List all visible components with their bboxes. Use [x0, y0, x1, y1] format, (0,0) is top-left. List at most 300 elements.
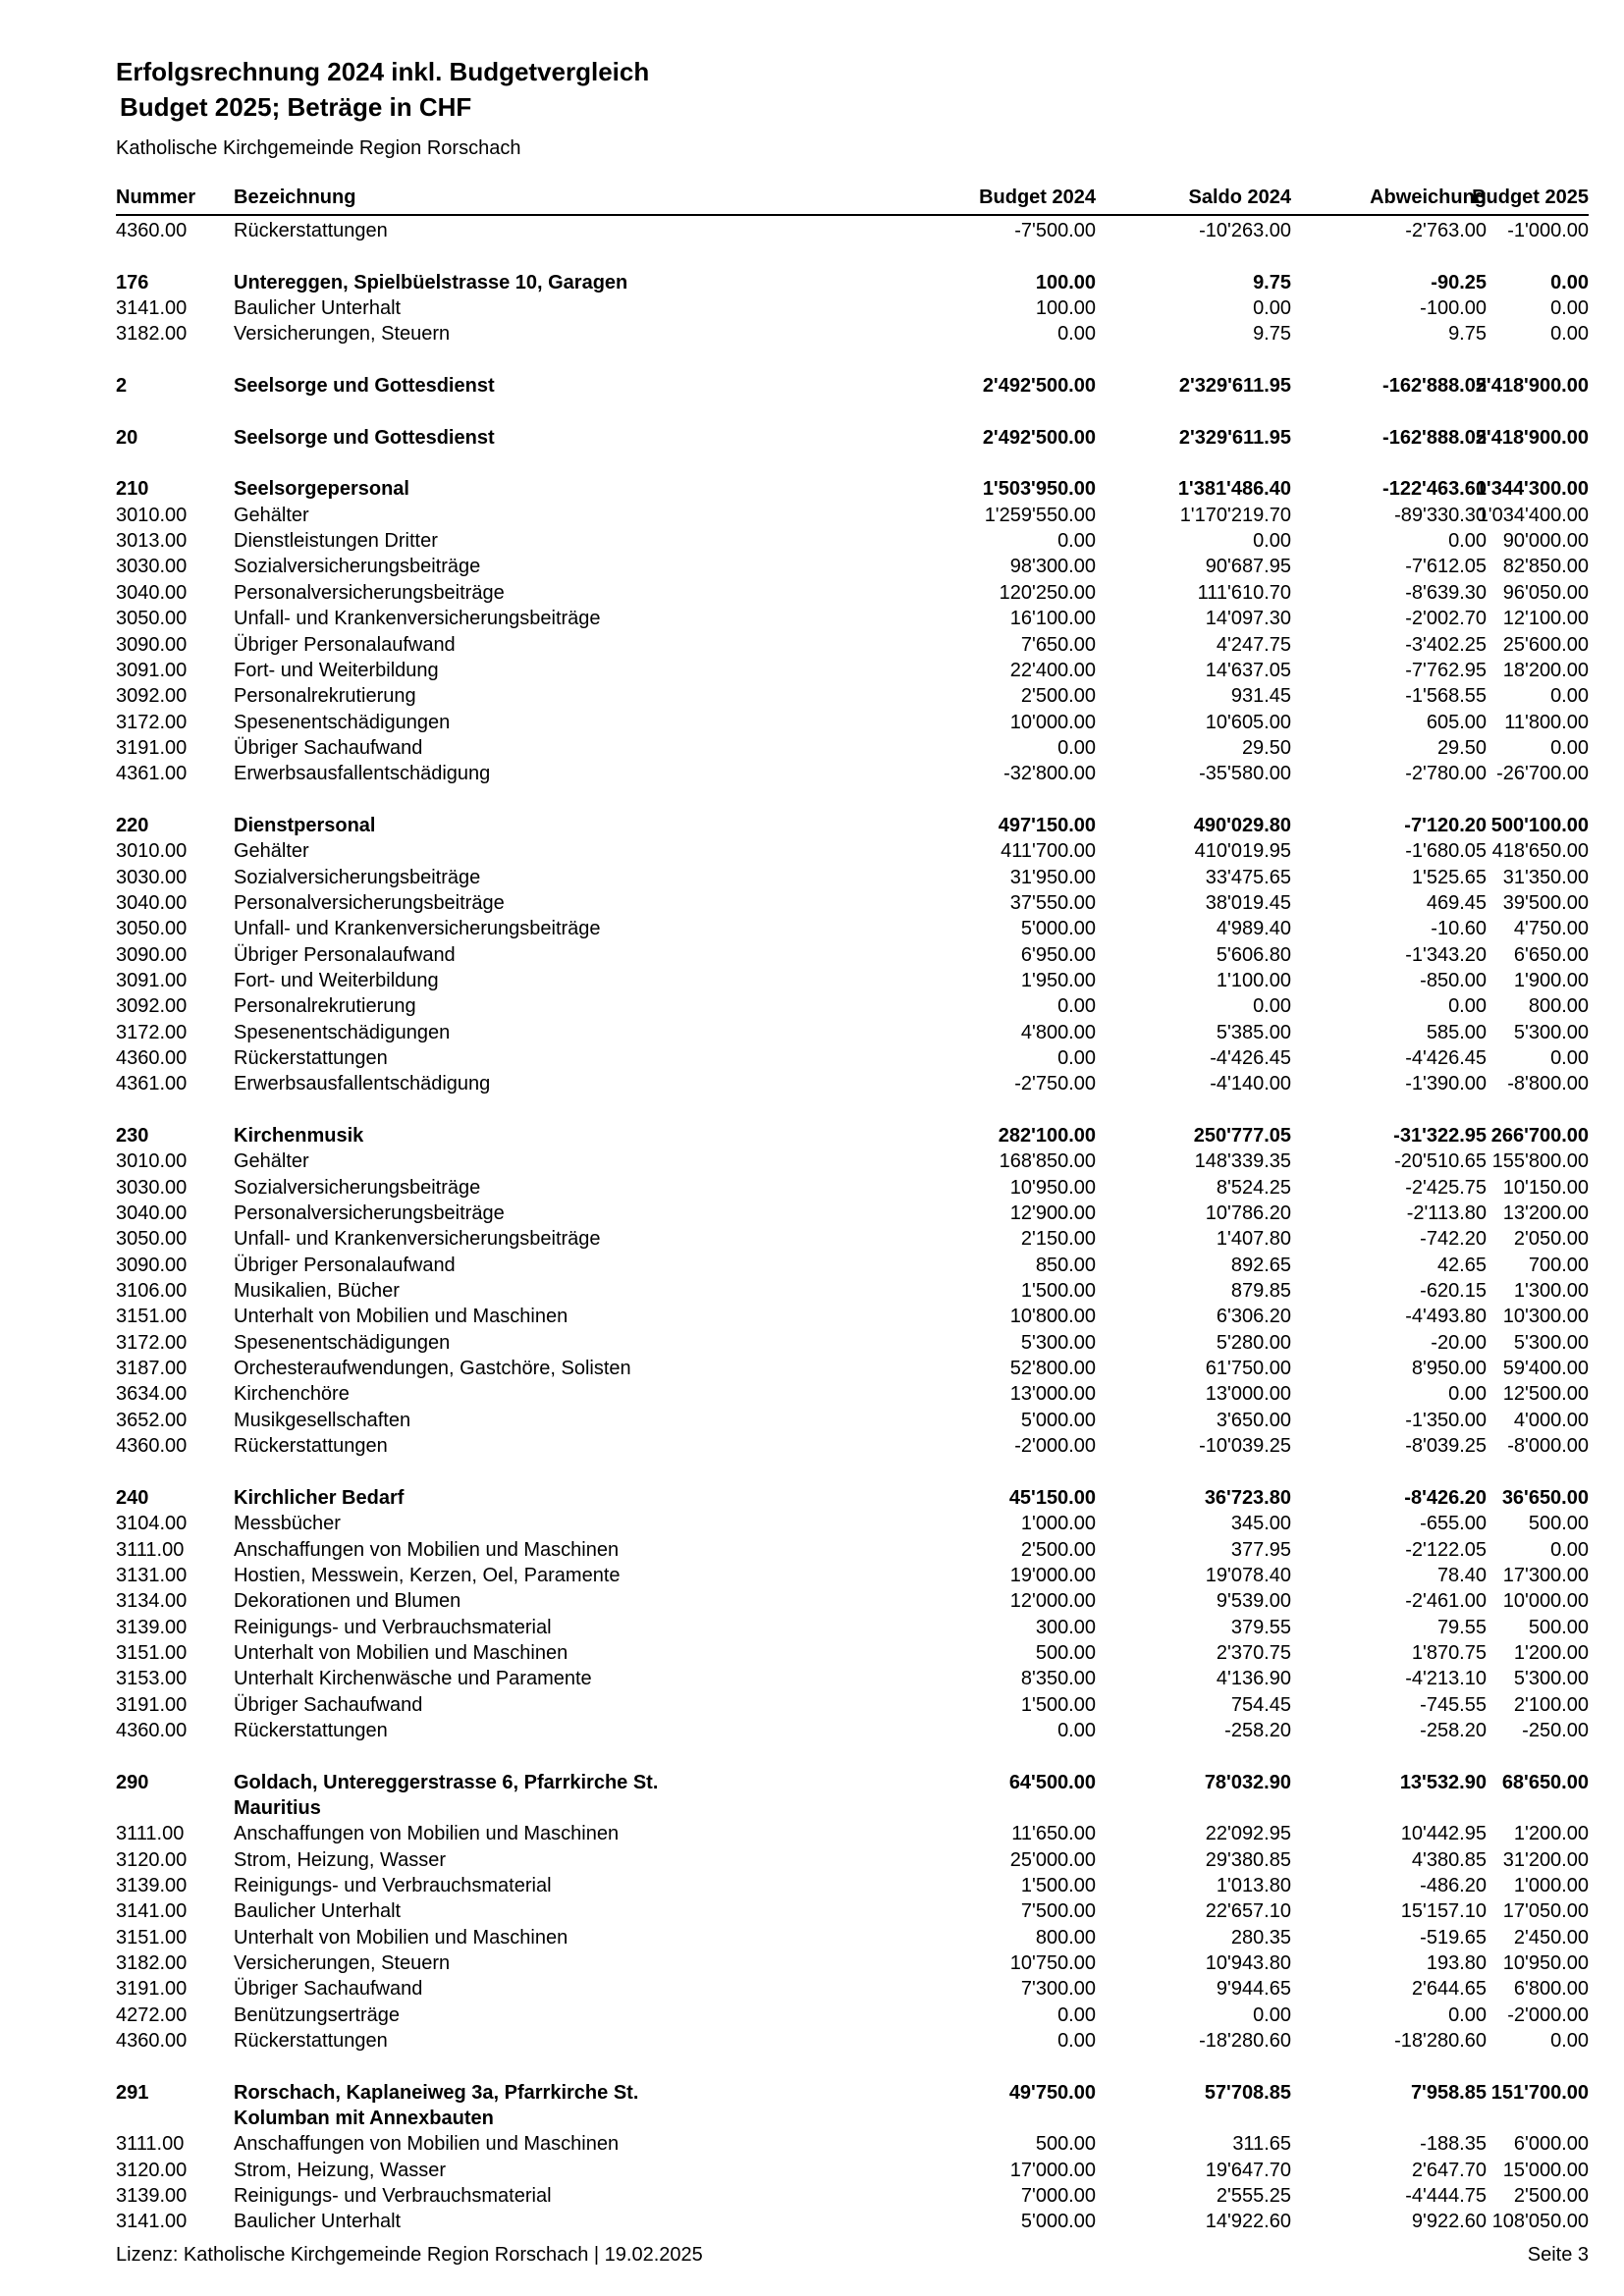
saldo-2024-value: 29'380.85 — [1205, 1848, 1291, 1871]
account-row — [116, 1253, 1589, 1278]
header-saldo-2024: Saldo 2024 — [1188, 187, 1291, 208]
budget-2025-value: 90'000.00 — [1502, 530, 1589, 553]
account-description: Reinigungs- und Verbrauchsmaterial — [234, 1875, 552, 1896]
budget-2024-value: 13'000.00 — [1009, 1383, 1096, 1406]
header-budget-2025: Budget 2025 — [1472, 187, 1589, 208]
account-number: 176 — [116, 271, 149, 294]
budget-2024-value: 1'950.00 — [1020, 969, 1096, 991]
account-row — [116, 1976, 1589, 2002]
budget-2024-value: 800.00 — [1035, 1926, 1096, 1949]
account-number: 4360.00 — [116, 1719, 188, 1741]
budget-2024-value: 0.00 — [1057, 323, 1096, 346]
account-row — [116, 1588, 1589, 1614]
spacer-row — [116, 399, 1589, 424]
account-row — [116, 838, 1589, 864]
account-description: Personalversicherungsbeiträge — [234, 581, 505, 604]
budget-2024-value: 11'650.00 — [1011, 1823, 1096, 1845]
saldo-2024-value: 1'013.80 — [1216, 1875, 1291, 1896]
abweichung-value: 78.40 — [1436, 1564, 1487, 1586]
account-row — [116, 1148, 1589, 1174]
account-description: Unterhalt von Mobilien und Maschinen — [234, 1641, 568, 1664]
saldo-2024-value: 4'136.90 — [1216, 1668, 1291, 1690]
spacer-row — [116, 2054, 1589, 2079]
account-row — [116, 1847, 1589, 1873]
budget-2024-value: 1'500.00 — [1020, 1875, 1096, 1896]
budget-2024-value: 49'750.00 — [1008, 2081, 1096, 2104]
account-description: Seelsorge und Gottesdienst — [234, 426, 495, 449]
budget-2025-value: 31'200.00 — [1502, 1848, 1589, 1871]
abweichung-value: 0.00 — [1448, 995, 1487, 1018]
budget-2024-value: 10'000.00 — [1009, 711, 1096, 733]
account-number: 4360.00 — [116, 1435, 188, 1458]
abweichung-value: -162'888.05 — [1382, 375, 1487, 398]
account-number: 2 — [116, 375, 128, 398]
abweichung-value: 9.75 — [1448, 323, 1487, 346]
account-number: 3120.00 — [116, 1848, 188, 1871]
budget-2025-value: 25'600.00 — [1502, 633, 1589, 656]
account-number: 3091.00 — [116, 659, 188, 681]
account-row — [116, 1821, 1589, 1846]
abweichung-value: -1'343.20 — [1405, 943, 1487, 966]
saldo-2024-value: 9.75 — [1253, 271, 1291, 294]
header-bezeichnung: Bezeichnung — [234, 187, 356, 208]
budget-2025-value: 68'650.00 — [1501, 1771, 1589, 1793]
budget-2025-value: 2'418'900.00 — [1475, 375, 1589, 398]
account-row — [116, 761, 1589, 786]
account-number: 20 — [116, 426, 138, 449]
abweichung-value: -620.15 — [1420, 1280, 1487, 1303]
account-row — [116, 735, 1589, 761]
abweichung-value: -1'680.05 — [1405, 840, 1487, 863]
budget-2024-value: 7'000.00 — [1020, 2185, 1096, 2208]
account-row — [116, 1615, 1589, 1640]
account-row — [116, 1201, 1589, 1226]
account-description: Benützungserträge — [234, 2003, 401, 2026]
saldo-2024-value: 148'339.35 — [1194, 1150, 1291, 1173]
account-number: 3013.00 — [116, 530, 188, 553]
abweichung-value: -4'426.45 — [1405, 1047, 1487, 1069]
account-number: 4360.00 — [116, 220, 188, 241]
saldo-2024-value: 2'555.25 — [1216, 2185, 1291, 2208]
account-number: 3182.00 — [116, 323, 188, 346]
budget-2024-value: 7'650.00 — [1020, 633, 1096, 656]
budget-2024-value: 0.00 — [1057, 736, 1096, 759]
account-description: Rückerstattungen — [234, 1047, 388, 1069]
budget-2024-value: 64'500.00 — [1008, 1771, 1096, 1793]
account-row — [116, 968, 1589, 993]
account-description: Dienstleistungen Dritter — [234, 530, 438, 553]
account-description: Messbücher — [234, 1513, 341, 1535]
account-description: Rorschach, Kaplaneiweg 3a, Pfarrkirche St. Kolumban mit Annexbauten — [234, 2081, 639, 2130]
account-description: Musikgesellschaften — [234, 1409, 411, 1431]
budget-2024-value: 2'492'500.00 — [982, 426, 1096, 449]
budget-2025-value: 4'000.00 — [1513, 1409, 1589, 1431]
budget-2024-value: 17'000.00 — [1009, 2159, 1096, 2181]
budget-2025-value: 0.00 — [1550, 1538, 1589, 1561]
abweichung-value: 42.65 — [1436, 1254, 1487, 1276]
account-description: Rückerstattungen — [234, 2030, 388, 2053]
saldo-2024-value: -10'263.00 — [1199, 220, 1291, 241]
account-number: 230 — [116, 1125, 149, 1148]
account-description: Orchesteraufwendungen, Gastchöre, Solisten — [234, 1358, 631, 1380]
budget-2024-value: 0.00 — [1057, 2030, 1096, 2053]
budget-2025-value: 1'900.00 — [1513, 969, 1589, 991]
saldo-2024-value: 14'637.05 — [1205, 659, 1291, 681]
abweichung-value: -18'280.60 — [1394, 2030, 1487, 2053]
abweichung-value: 29.50 — [1436, 736, 1487, 759]
saldo-2024-value: 1'100.00 — [1216, 969, 1291, 991]
budget-2025-value: 0.00 — [1550, 2030, 1589, 2053]
budget-2025-value: 2'100.00 — [1513, 1693, 1589, 1716]
account-number: 3092.00 — [116, 995, 188, 1018]
abweichung-value: 1'525.65 — [1411, 866, 1487, 888]
saldo-2024-value: 379.55 — [1230, 1616, 1291, 1638]
budget-2025-value: 0.00 — [1550, 271, 1589, 294]
group-row — [116, 2080, 1589, 2132]
saldo-2024-value: -4'426.45 — [1210, 1047, 1291, 1069]
account-description: Goldach, Untereggerstrasse 6, Pfarrkirche St. Mauritius — [234, 1771, 659, 1819]
budget-2025-value: 31'350.00 — [1502, 866, 1589, 888]
abweichung-value: -742.20 — [1420, 1228, 1487, 1251]
header-budget-2024: Budget 2024 — [979, 187, 1096, 208]
account-description: Dekorationen und Blumen — [234, 1590, 461, 1613]
account-number: 3134.00 — [116, 1590, 188, 1613]
saldo-2024-value: 2'370.75 — [1216, 1641, 1291, 1664]
account-description: Unfall- und Krankenversicherungsbeiträge — [234, 1228, 601, 1251]
budget-2024-value: 5'000.00 — [1020, 2211, 1096, 2233]
abweichung-value: -2'113.80 — [1406, 1202, 1487, 1225]
budget-2025-value: 5'300.00 — [1513, 1331, 1589, 1354]
budget-2024-value: -2'000.00 — [1014, 1435, 1096, 1458]
account-row — [116, 1950, 1589, 1976]
abweichung-value: -2'002.70 — [1405, 608, 1487, 630]
account-number: 220 — [116, 814, 149, 836]
abweichung-value: 0.00 — [1448, 530, 1487, 553]
budget-2025-value: 0.00 — [1550, 297, 1589, 320]
table-body — [116, 218, 1589, 2235]
abweichung-value: -655.00 — [1420, 1513, 1487, 1535]
account-number: 3030.00 — [116, 556, 188, 578]
header-abweichung: Abweichung — [1370, 187, 1487, 208]
abweichung-value: -519.65 — [1420, 1926, 1487, 1949]
account-description: Übriger Personalaufwand — [234, 1254, 456, 1276]
abweichung-value: -162'888.05 — [1382, 426, 1487, 449]
account-number: 3030.00 — [116, 1176, 188, 1199]
spacer-row — [116, 1743, 1589, 1769]
account-number: 3191.00 — [116, 736, 188, 759]
abweichung-value: -4'493.80 — [1405, 1306, 1487, 1328]
account-description: Erwerbsausfallentschädigung — [234, 763, 491, 785]
account-row — [116, 1925, 1589, 1950]
abweichung-value: -258.20 — [1420, 1719, 1487, 1741]
account-number: 3090.00 — [116, 1254, 188, 1276]
account-row — [116, 1640, 1589, 1666]
account-row — [116, 528, 1589, 554]
budget-2025-value: 11'800.00 — [1504, 711, 1589, 733]
budget-2024-value: -7'500.00 — [1014, 220, 1096, 241]
saldo-2024-value: 14'922.60 — [1205, 2211, 1291, 2233]
account-description: Baulicher Unterhalt — [234, 1900, 402, 1923]
account-number: 3634.00 — [116, 1383, 188, 1406]
account-description: Reinigungs- und Verbrauchsmaterial — [234, 2185, 552, 2208]
abweichung-value: -89'330.30 — [1394, 504, 1487, 526]
account-number: 3139.00 — [116, 2185, 188, 2208]
account-number: 3030.00 — [116, 866, 188, 888]
abweichung-value: -20.00 — [1431, 1331, 1487, 1354]
account-row — [116, 942, 1589, 968]
account-description: Baulicher Unterhalt — [234, 297, 402, 320]
account-number: 3141.00 — [116, 297, 188, 320]
budget-2024-value: 120'250.00 — [999, 581, 1096, 604]
account-number: 291 — [116, 2081, 149, 2104]
budget-2024-value: 0.00 — [1057, 1719, 1096, 1741]
budget-2025-value: 39'500.00 — [1502, 891, 1589, 914]
budget-2024-value: 500.00 — [1035, 1641, 1096, 1664]
saldo-2024-value: 19'647.70 — [1205, 2159, 1291, 2181]
saldo-2024-value: 10'786.20 — [1205, 1202, 1291, 1225]
abweichung-value: -188.35 — [1420, 2133, 1487, 2156]
abweichung-value: 7'958.85 — [1410, 2081, 1487, 2104]
saldo-2024-value: 5'385.00 — [1216, 1021, 1291, 1043]
budget-2025-value: 0.00 — [1550, 736, 1589, 759]
account-description: Kirchenmusik — [234, 1125, 364, 1148]
budget-2024-value: 12'000.00 — [1009, 1590, 1096, 1613]
account-description: Sozialversicherungsbeiträge — [234, 866, 481, 888]
abweichung-value: -10.60 — [1431, 918, 1487, 940]
saldo-2024-value: 57'708.85 — [1204, 2081, 1291, 2104]
budget-2025-value: -250.00 — [1522, 1719, 1589, 1741]
account-row — [116, 295, 1589, 321]
budget-2025-value: 0.00 — [1550, 1047, 1589, 1069]
account-description: Personalrekrutierung — [234, 685, 416, 708]
account-number: 3139.00 — [116, 1875, 188, 1896]
account-description: Kirchlicher Bedarf — [234, 1486, 405, 1509]
saldo-2024-value: 19'078.40 — [1205, 1564, 1291, 1586]
abweichung-value: -8'039.25 — [1405, 1435, 1487, 1458]
saldo-2024-value: 8'524.25 — [1216, 1176, 1291, 1199]
group-row — [116, 1485, 1589, 1511]
account-number: 3040.00 — [116, 1202, 188, 1225]
saldo-2024-value: 33'475.65 — [1205, 866, 1291, 888]
budget-2025-value: -8'800.00 — [1507, 1073, 1589, 1095]
saldo-2024-value: 5'280.00 — [1216, 1331, 1291, 1354]
abweichung-value: 13'532.90 — [1399, 1771, 1487, 1793]
account-description: Seelsorgepersonal — [234, 478, 409, 501]
account-row — [116, 1381, 1589, 1407]
budget-2024-value: 2'500.00 — [1020, 685, 1096, 708]
abweichung-value: 4'380.85 — [1411, 1848, 1487, 1871]
abweichung-value: -7'120.20 — [1404, 814, 1487, 836]
abweichung-value: -2'425.75 — [1405, 1176, 1487, 1199]
account-description: Unterhalt von Mobilien und Maschinen — [234, 1926, 568, 1949]
account-number: 3191.00 — [116, 1693, 188, 1716]
budget-2024-value: -32'800.00 — [1003, 763, 1096, 785]
saldo-2024-value: 345.00 — [1230, 1513, 1291, 1535]
header-nummer: Nummer — [116, 187, 196, 208]
account-row — [116, 218, 1589, 243]
saldo-2024-value: 22'657.10 — [1205, 1900, 1291, 1923]
account-row — [116, 2028, 1589, 2054]
account-row — [116, 2131, 1589, 2157]
account-row — [116, 1045, 1589, 1071]
account-row — [116, 1692, 1589, 1718]
budget-2025-value: 1'000.00 — [1513, 1875, 1589, 1896]
abweichung-value: -2'780.00 — [1405, 763, 1487, 785]
budget-2025-value: 500.00 — [1528, 1513, 1589, 1535]
budget-2025-value: -26'700.00 — [1496, 763, 1589, 785]
abweichung-value: -122'463.60 — [1382, 478, 1487, 501]
account-description: Fort- und Weiterbildung — [234, 659, 439, 681]
account-number: 3172.00 — [116, 1021, 188, 1043]
saldo-2024-value: 22'092.95 — [1205, 1823, 1291, 1845]
account-description: Übriger Sachaufwand — [234, 736, 423, 759]
budget-2024-value: 100.00 — [1035, 297, 1096, 320]
budget-2024-value: 411'700.00 — [1001, 840, 1096, 863]
budget-2024-value: 100.00 — [1035, 271, 1096, 294]
account-description: Unterhalt von Mobilien und Maschinen — [234, 1306, 568, 1328]
account-description: Versicherungen, Steuern — [234, 1952, 451, 1975]
account-number: 3191.00 — [116, 1978, 188, 2001]
budget-2025-value: 10'000.00 — [1502, 1590, 1589, 1613]
account-description: Anschaffungen von Mobilien und Maschinen — [234, 2133, 620, 2156]
abweichung-value: 585.00 — [1426, 1021, 1487, 1043]
budget-2024-value: 19'000.00 — [1009, 1564, 1096, 1586]
account-description: Sozialversicherungsbeiträge — [234, 556, 481, 578]
abweichung-value: 193.80 — [1426, 1952, 1487, 1975]
account-description: Übriger Sachaufwand — [234, 1693, 423, 1716]
budget-2025-value: 12'500.00 — [1502, 1383, 1589, 1406]
account-row — [116, 683, 1589, 709]
account-row — [116, 1278, 1589, 1304]
saldo-2024-value: 280.35 — [1230, 1926, 1291, 1949]
account-number: 4360.00 — [116, 1047, 188, 1069]
account-description: Gehälter — [234, 840, 309, 863]
abweichung-value: -2'122.05 — [1405, 1538, 1487, 1561]
abweichung-value: -4'213.10 — [1405, 1668, 1487, 1690]
budget-2024-value: 25'000.00 — [1009, 1848, 1096, 1871]
saldo-2024-value: 9.75 — [1253, 323, 1291, 346]
budget-2024-value: 0.00 — [1057, 530, 1096, 553]
account-number: 3153.00 — [116, 1668, 188, 1690]
account-description: Hostien, Messwein, Kerzen, Oel, Paramente — [234, 1564, 621, 1586]
abweichung-value: -3'402.25 — [1405, 633, 1487, 656]
budget-2025-value: 82'850.00 — [1502, 556, 1589, 578]
saldo-2024-value: 90'687.95 — [1205, 556, 1291, 578]
account-number: 3090.00 — [116, 943, 188, 966]
account-row — [116, 1175, 1589, 1201]
account-row — [116, 1898, 1589, 1924]
account-number: 3050.00 — [116, 918, 188, 940]
saldo-2024-value: 9'944.65 — [1216, 1978, 1291, 2001]
saldo-2024-value: 879.85 — [1230, 1280, 1291, 1303]
budget-2024-value: 31'950.00 — [1009, 866, 1096, 888]
budget-2024-value: 52'800.00 — [1009, 1358, 1096, 1380]
saldo-2024-value: 0.00 — [1253, 995, 1291, 1018]
budget-2025-value: 17'300.00 — [1502, 1564, 1589, 1586]
saldo-2024-value: 1'407.80 — [1216, 1228, 1291, 1251]
group-row — [116, 813, 1589, 838]
account-number: 3091.00 — [116, 969, 188, 991]
account-row — [116, 1511, 1589, 1536]
abweichung-value: 0.00 — [1448, 2003, 1487, 2026]
report-subtitle: Budget 2025; Beträge in CHF — [120, 92, 472, 122]
budget-2025-value: -2'000.00 — [1507, 2003, 1589, 2026]
organization-name: Katholische Kirchgemeinde Region Rorschach — [116, 137, 521, 159]
budget-2024-value: 497'150.00 — [998, 814, 1096, 836]
budget-2025-value: 2'418'900.00 — [1475, 426, 1589, 449]
account-row — [116, 1408, 1589, 1433]
budget-2024-value: 7'500.00 — [1020, 1900, 1096, 1923]
account-number: 3172.00 — [116, 711, 188, 733]
account-description: Übriger Personalaufwand — [234, 943, 456, 966]
budget-2024-value: 45'150.00 — [1008, 1486, 1096, 1509]
account-description: Personalversicherungsbeiträge — [234, 1202, 505, 1225]
budget-2025-value: 1'200.00 — [1513, 1823, 1589, 1845]
saldo-2024-value: 754.45 — [1230, 1693, 1291, 1716]
abweichung-value: -7'762.95 — [1405, 659, 1487, 681]
account-description: Unterhalt Kirchenwäsche und Paramente — [234, 1668, 592, 1690]
account-number: 3182.00 — [116, 1952, 188, 1975]
saldo-2024-value: 377.95 — [1230, 1538, 1291, 1561]
budget-2025-value: 10'150.00 — [1502, 1176, 1589, 1199]
saldo-2024-value: 10'605.00 — [1205, 711, 1291, 733]
budget-2024-value: 0.00 — [1057, 1047, 1096, 1069]
license-text: Lizenz: Katholische Kirchgemeinde Region Rorschach | 19.02.2025 — [116, 2244, 703, 2266]
budget-2024-value: 2'500.00 — [1020, 1538, 1096, 1561]
account-number: 3010.00 — [116, 504, 188, 526]
saldo-2024-value: 9'539.00 — [1216, 1590, 1291, 1613]
account-row — [116, 1563, 1589, 1588]
saldo-2024-value: 490'029.80 — [1193, 814, 1291, 836]
account-number: 3120.00 — [116, 2159, 188, 2181]
budget-2025-value: 15'000.00 — [1502, 2159, 1589, 2181]
abweichung-value: 8'950.00 — [1411, 1358, 1487, 1380]
account-row — [116, 1226, 1589, 1252]
account-number: 3652.00 — [116, 1409, 188, 1431]
budget-2024-value: 10'950.00 — [1009, 1176, 1096, 1199]
account-row — [116, 2158, 1589, 2183]
saldo-2024-value: 3'650.00 — [1216, 1409, 1291, 1431]
abweichung-value: 10'442.95 — [1400, 1823, 1487, 1845]
account-row — [116, 1020, 1589, 1045]
account-row — [116, 632, 1589, 658]
account-row — [116, 554, 1589, 579]
account-row — [116, 993, 1589, 1019]
abweichung-value: -2'763.00 — [1405, 220, 1487, 241]
budget-2025-value: 17'050.00 — [1502, 1900, 1589, 1923]
account-number: 3139.00 — [116, 1616, 188, 1638]
table-header — [116, 187, 1589, 216]
budget-2024-value: 300.00 — [1035, 1616, 1096, 1638]
account-description: Untereggen, Spielbüelstrasse 10, Garagen — [234, 271, 628, 294]
abweichung-value: -7'612.05 — [1405, 556, 1487, 578]
spacer-row — [116, 347, 1589, 373]
account-number: 290 — [116, 1771, 149, 1793]
account-description: Rückerstattungen — [234, 1435, 388, 1458]
saldo-2024-value: 2'329'611.95 — [1178, 426, 1291, 449]
account-number: 240 — [116, 1486, 149, 1509]
abweichung-value: -100.00 — [1420, 297, 1487, 320]
budget-2025-value: 800.00 — [1528, 995, 1589, 1018]
saldo-2024-value: 1'381'486.40 — [1177, 478, 1291, 501]
budget-2025-value: 5'300.00 — [1513, 1668, 1589, 1690]
budget-2024-value: 1'259'550.00 — [984, 504, 1096, 526]
account-row — [116, 1873, 1589, 1898]
account-description: Spesenentschädigungen — [234, 1331, 451, 1354]
saldo-2024-value: 410'019.95 — [1194, 840, 1291, 863]
budget-2025-value: 2'050.00 — [1513, 1228, 1589, 1251]
account-description: Sozialversicherungsbeiträge — [234, 1176, 481, 1199]
